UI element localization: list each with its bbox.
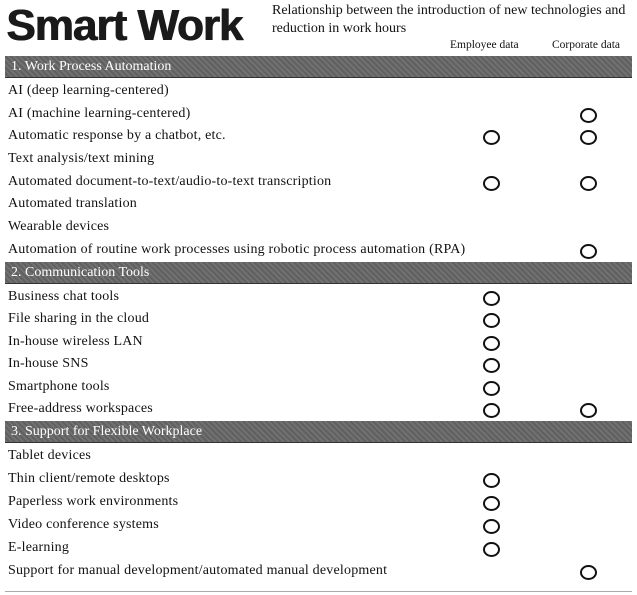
- table-row: [5, 193, 632, 216]
- employee-circle-mark-icon: [483, 130, 500, 145]
- table-row: [5, 537, 632, 560]
- employee-circle-mark-icon: [483, 381, 500, 396]
- table-row: [5, 239, 632, 262]
- table-row: [5, 353, 632, 376]
- brand-title: Smart Work: [6, 1, 243, 50]
- employee-circle-mark-icon: [483, 176, 500, 191]
- row-label: Automated translation: [8, 196, 138, 212]
- column-header-employee: Employee data: [450, 39, 519, 51]
- table-row: [5, 398, 632, 421]
- corporate-circle-mark-icon: [580, 130, 597, 145]
- corporate-circle-mark-icon: [580, 244, 597, 259]
- table-row: [5, 468, 632, 491]
- corporate-circle-mark-icon: [580, 108, 597, 123]
- row-label: Automatic response by a chatbot, etc.: [8, 128, 226, 144]
- row-label: Tablet devices: [8, 448, 92, 464]
- row-label: Automated document-to-text/audio-to-text transcription: [8, 173, 332, 189]
- section-header-flexible-workplace: 3. Support for Flexible Workplace: [5, 421, 632, 443]
- employee-circle-mark-icon: [483, 473, 500, 488]
- subtitle: Relationship between the introduction of new technologies and reduction in work hours: [272, 3, 626, 36]
- table-row: [5, 491, 632, 514]
- employee-circle-mark-icon: [483, 313, 500, 328]
- table-bottom-rule: [5, 591, 632, 592]
- section-header-communication-tools: 2. Communication Tools: [5, 262, 632, 284]
- corporate-circle-mark-icon: [580, 403, 597, 418]
- corporate-circle-mark-icon: [580, 176, 597, 191]
- table-row: [5, 80, 632, 103]
- row-label: Wearable devices: [8, 219, 110, 235]
- row-label: In-house SNS: [8, 356, 89, 372]
- row-label: Smartphone tools: [8, 378, 110, 394]
- table-row: [5, 171, 632, 194]
- employee-circle-mark-icon: [483, 403, 500, 418]
- table-row: [5, 514, 632, 537]
- row-label: Automation of routine work processes using robotic process automation (RPA): [8, 241, 466, 257]
- employee-circle-mark-icon: [483, 336, 500, 351]
- employee-circle-mark-icon: [483, 291, 500, 306]
- employee-circle-mark-icon: [483, 542, 500, 557]
- column-header-corporate: Corporate data: [552, 39, 621, 51]
- table-row: [5, 376, 632, 399]
- corporate-circle-mark-icon: [580, 565, 597, 580]
- table-row: [5, 148, 632, 171]
- row-label: AI (machine learning-centered): [8, 105, 191, 121]
- technology-table: [5, 56, 632, 582]
- row-label: Business chat tools: [8, 288, 120, 304]
- row-label: Thin client/remote desktops: [8, 470, 170, 486]
- row-label: AI (deep learning-centered): [8, 83, 169, 98]
- row-label: In-house wireless LAN: [8, 333, 143, 349]
- table-row: [5, 308, 632, 331]
- employee-circle-mark-icon: [483, 358, 500, 373]
- row-label: Support for manual development/automated manual development: [8, 562, 388, 578]
- section-header-work-process-automation: 1. Work Process Automation: [5, 56, 632, 78]
- table-row: [5, 331, 632, 354]
- row-label: Text analysis/text mining: [8, 151, 155, 167]
- row-label: E-learning: [8, 539, 70, 555]
- table-row: [5, 216, 632, 239]
- table-row: [5, 286, 632, 309]
- employee-circle-mark-icon: [483, 519, 500, 534]
- row-label: Free-address workspaces: [8, 401, 153, 417]
- employee-circle-mark-icon: [483, 496, 500, 511]
- table-row: [5, 125, 632, 148]
- table-row: [5, 560, 632, 583]
- table-row: [5, 445, 632, 468]
- row-label: Video conference systems: [8, 516, 159, 532]
- row-label: File sharing in the cloud: [8, 311, 150, 327]
- table-row: [5, 103, 632, 126]
- row-label: Paperless work environments: [8, 493, 179, 509]
